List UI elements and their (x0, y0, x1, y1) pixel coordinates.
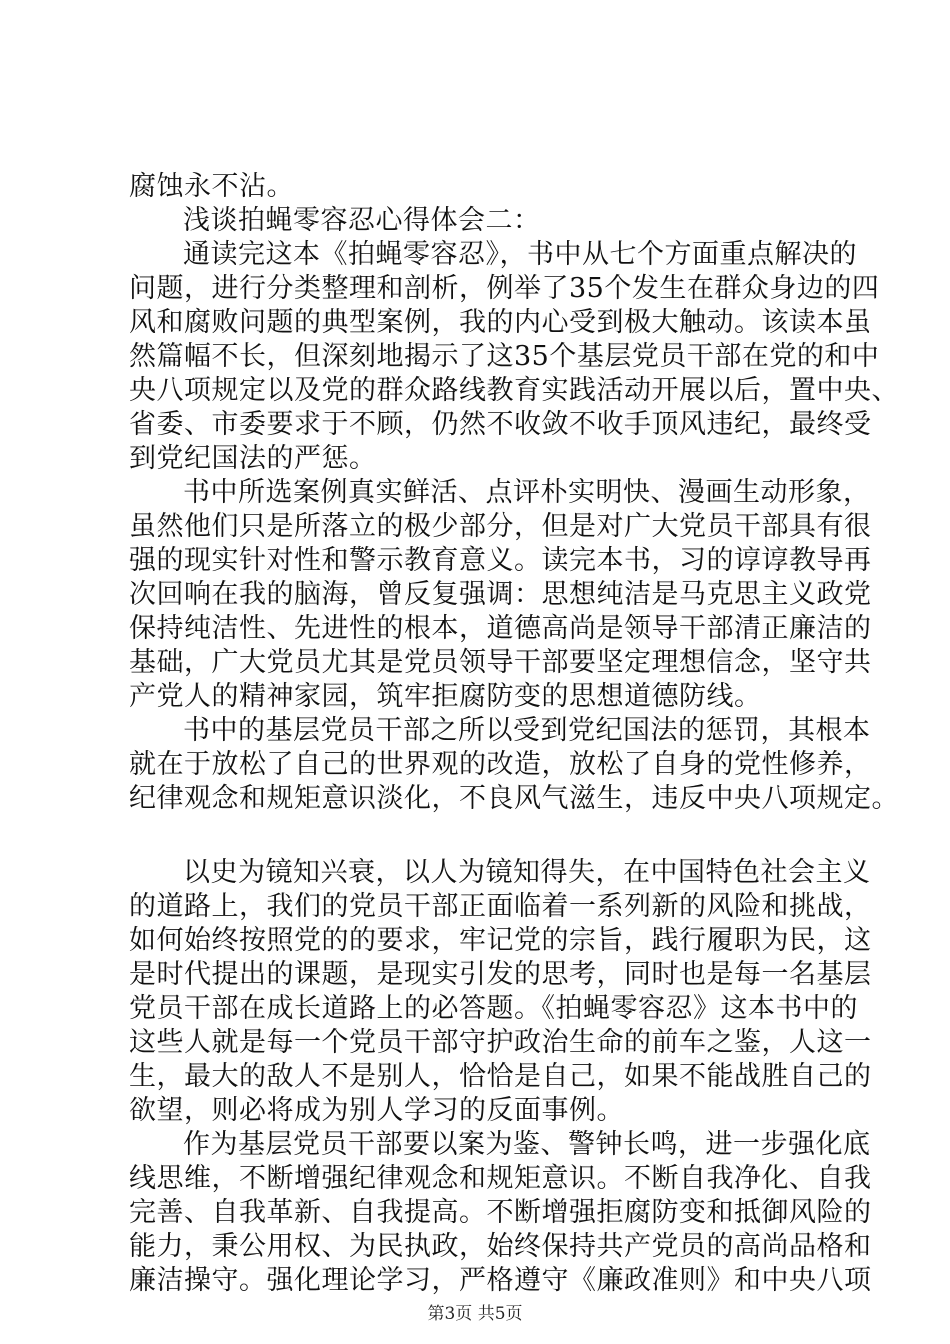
text-line: 产党人的精神家园，筑牢拒腐防变的思想道德防线。 (129, 681, 762, 712)
text-line: 欲望，则必将成为别人学习的反面事例。 (129, 1095, 624, 1126)
text-line: 次回响在我的脑海，曾反复强调：思想纯洁是马克思主义政党 (129, 579, 872, 610)
text-line: 省委、市委要求于不顾，仍然不收敛不收手顶风违纪，最终受 (129, 409, 872, 440)
body-text (129, 170, 899, 1298)
text-line: 廉洁操守。强化理论学习，严格遵守《廉政准则》和中央八项 (129, 1265, 872, 1296)
text-line: 书中所选案例真实鲜活、点评朴实明快、漫画生动形象， (183, 477, 871, 508)
text-line: 风和腐败问题的典型案例，我的内心受到极大触动。该读本虽 (129, 307, 872, 338)
text-line: 的道路上，我们的党员干部正面临着一系列新的风险和挑战， (129, 891, 872, 922)
paragraph-gap (129, 816, 831, 856)
text-line: 基础，广大党员尤其是党员领导干部要坚定理想信念，坚守共 (129, 647, 872, 678)
text-line: 腐蚀永不沾。 (129, 171, 294, 202)
text-line: 党员干部在成长道路上的必答题。《拍蝇零容忍》这本书中的 (129, 993, 858, 1024)
page-number-footer: 第3页 共5页 (427, 1304, 523, 1324)
text-line: 如何始终按照党的的要求，牢记党的宗旨，践行履职为民，这 (129, 925, 872, 956)
text-line: 线思维，不断增强纪律观念和规矩意识。不断自我净化、自我 (129, 1163, 872, 1194)
text-line: 然篇幅不长，但深刻地揭示了这35个基层党员干部在党的和中 (129, 341, 880, 372)
text-line: 以史为镜知兴衰，以人为镜知得失，在中国特色社会主义 (183, 857, 871, 888)
text-line: 保持纯洁性、先进性的根本，道德高尚是领导干部清正廉洁的 (129, 613, 872, 644)
text-line: 强的现实针对性和警示教育意义。读完本书，习的谆谆教导再 (129, 545, 872, 576)
text-line: 书中的基层党员干部之所以受到党纪国法的惩罚，其根本 (183, 715, 871, 746)
text-line: 是时代提出的课题，是现实引发的思考，同时也是每一名基层 (129, 959, 872, 990)
text-line: 通读完这本《拍蝇零容忍》，书中从七个方面重点解决的 (183, 239, 857, 270)
text-line: 生，最大的敌人不是别人，恰恰是自己，如果不能战胜自己的 (129, 1061, 872, 1092)
text-line: 虽然他们只是所落立的极少部分，但是对广大党员干部具有很 (129, 511, 872, 542)
section-heading: 浅谈拍蝇零容忍心得体会二： (183, 205, 541, 236)
text-line: 就在于放松了自己的世界观的改造，放松了自身的党性修养， (129, 749, 872, 780)
text-line: 到党纪国法的严惩。 (129, 443, 377, 474)
text-line: 央八项规定以及党的群众路线教育实践活动开展以后，置中央、 (129, 375, 899, 406)
text-line: 纪律观念和规矩意识淡化，不良风气滋生，违反中央八项规定。 (129, 783, 899, 814)
text-line: 完善、自我革新、自我提高。不断增强拒腐防变和抵御风险的 (129, 1197, 872, 1228)
text-line: 能力，秉公用权、为民执政，始终保持共产党员的高尚品格和 (129, 1231, 872, 1262)
text-line: 这些人就是每一个党员干部守护政治生命的前车之鉴，人这一 (129, 1027, 872, 1058)
text-line: 问题，进行分类整理和剖析，例举了35个发生在群众身边的四 (129, 273, 880, 304)
text-line: 作为基层党员干部要以案为鉴、警钟长鸣，进一步强化底 (183, 1129, 871, 1160)
